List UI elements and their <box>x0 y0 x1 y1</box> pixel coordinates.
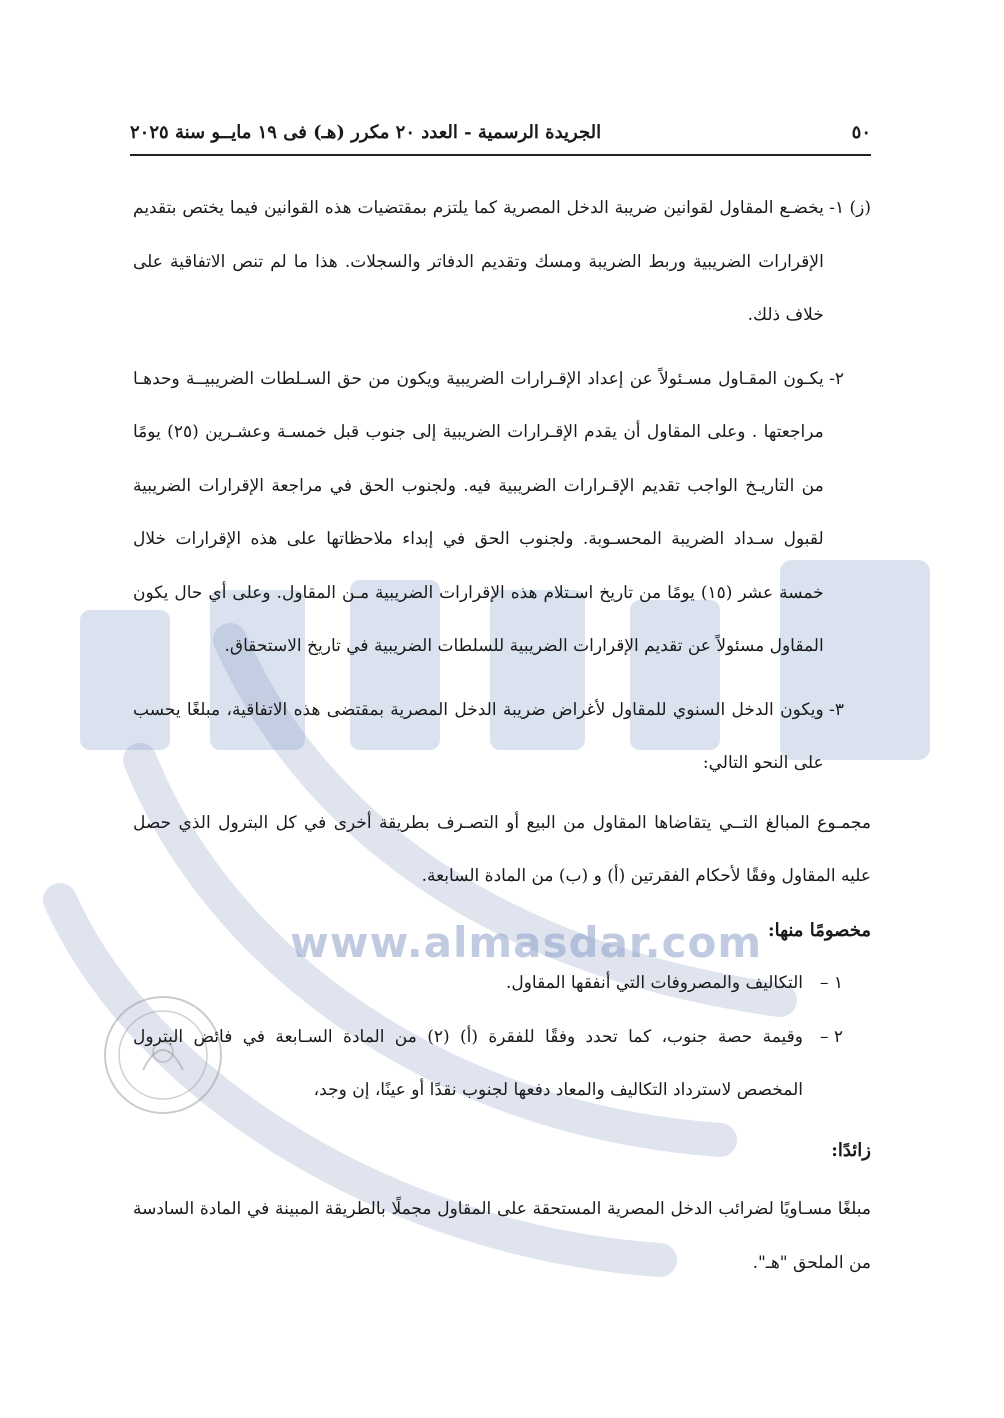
page-number: ٥٠ <box>851 121 871 143</box>
header-divider <box>130 154 871 156</box>
document-body <box>133 182 871 1290</box>
clause-marker: ٢- <box>823 368 844 389</box>
list-marker: ٢ – <box>814 1026 843 1047</box>
plus-paragraph: مبلغًا مسـاويًا لضرائب الدخل المصرية المستحقة على المقاول مجملًا بالطريقة المبينة في المادة السادسة من الملحق "هـ". <box>133 1199 871 1273</box>
list-marker: ١ – <box>814 973 843 993</box>
deducted-item-1 <box>133 957 871 1011</box>
plus-heading: زائدًا: <box>831 1139 871 1161</box>
clause-text: يخضـع المقاول لقوانين ضريبة الدخل المصرية كما يلتزم بمقتضيات هذه القوانين فيما يختص بتقديم الإقرارات الضريبية وربط الضريبة ومسك وتقديم الدفاتر والسجلات. هذا ما لم تنص الاتفاقية على خلاف ذلك. <box>133 198 824 325</box>
total-amounts-paragraph: مجمـوع المبالغ التــي يتقاضاها المقاول من البيع أو التصـرف بطريقة أخرى في كل البترول الذي حصل عليه المقاول وفقًا لأحكام الفقرتين (أ) و (ب) من المادة السابعة. <box>133 812 871 886</box>
deducted-item-2 <box>133 1011 871 1118</box>
header-title: الجريدة الرسمية - العدد ٢٠ مكرر (هـ) فى ١٩ مايــو سنة ٢٠٢٥ <box>130 121 602 143</box>
list-text: التكاليف والمصروفات التي أنفقها المقاول. <box>505 973 803 993</box>
page-header <box>130 112 871 152</box>
list-text: وقيمة حصة جنوب، كما تحدد وفقًا للفقرة (أ) (٢) من المادة السـابعة في فائض البترول المخصص لاسترداد التكاليف والمعاد دفعها لجنوب نقدًا أو عينًا، إن وجد، <box>133 1026 804 1100</box>
clause-text: يكـون المقـاول مسـئولاً عن إعداد الإقـرارات الضريبية ويكون من حق السـلطات الضريبيــة وحدهـا مراجعتها . وعلى المقاول أن يقدم الإقـرارات الضريبية إلى جنوب قبل خمسـة وعشـرين (٢٥) يومًا من التاريـخ الواجب تقديم الإقـرارات الضريبية فيه. ولجنوب الحق في مراجعة الإقرارات الضريبية لقبول سـداد الضريبة المحسـوبة. ولجنوب الحق في إبداء ملاحظاتها على هذه الإقرارات خلال خمسة عشر (١٥) يومًا من تاريخ اسـتلام هذه الإقرارات الضريبية مـن المقاول. وعلى أي حال يكون المقاول مسئولاً عن تقديم الإقرارات الضريبية للسلطات الضريبية في تاريخ الاستحقاق. <box>133 368 824 656</box>
clause-z-item-2 <box>133 353 871 674</box>
clause-marker: (ز) ١- <box>823 198 871 218</box>
clause-text: ويكون الدخل السنوي للمقاول لأغراض ضريبة الدخل المصرية بمقتضى هذه الاتفاقية، مبلغًا يحسب على النحو التالي: <box>133 699 824 773</box>
deducted-heading: مخصومًا منها: <box>767 919 871 941</box>
clause-marker: ٣- <box>823 699 844 720</box>
clause-z-item-1 <box>133 182 871 343</box>
clause-z-item-3 <box>133 684 871 791</box>
watermark-url: www.almasdar.com <box>290 918 763 967</box>
